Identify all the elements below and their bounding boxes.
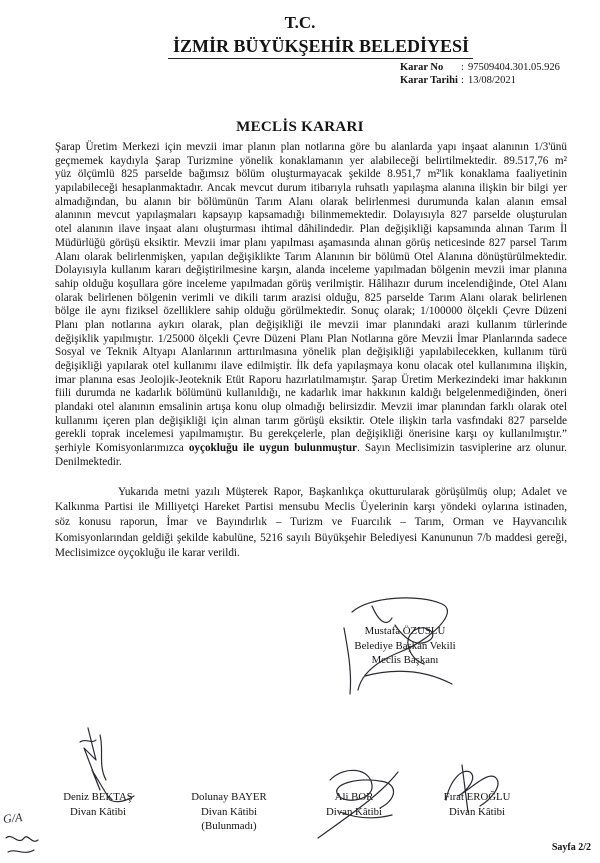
secretary-block-1: [33, 790, 163, 819]
body-line: Planı plan notlarına aykırı olarak, plan değişikliği ile mevzii imar planındaki arazi kullanım türlerinde: [55, 318, 567, 331]
closing-text-end: . Sayın Meclisimizin tasviplerine arz olunur.: [357, 442, 567, 455]
chair-name: Mustafa ÖZUSLU: [364, 625, 446, 637]
body-line: alanının mevcut yapılaşmaları kapsayıp kapsamadığı bilinmemektedir. Dolayısıyla 827 parselde oluşturulan: [55, 209, 567, 222]
body-line: Müdürlüğü görüşü eksiktir. Mevzii imar planı yapılması aşamasında alınan görüş neticesinde 827 parsel Tarım: [55, 236, 567, 249]
body-line: yüz ölçümlü 825 parselde bağımsız bölüm oluşturmayacak şekilde 8.951,7 m²'lik konaklama faaliyetinin: [55, 168, 567, 181]
body-line: imar planına esas Jeolojik-Jeoteknik Etüt Raporu hazırlatılmamıştır. Şarap Üretim Merkezindeki imar hakkının: [55, 373, 567, 386]
body-line: Sosyal ve Teknik Altyapı Alanlarının arttırılmasına yönelik plan değişikliği yapılabilecekken, kullanım türü: [55, 346, 567, 359]
body-line: Yukarıda metni yazılı Müşterek Rapor, Başkanlıkça okutturularak görüşülmüş olup; Adalet ve: [118, 486, 567, 498]
body-paragraph-1: [55, 141, 567, 470]
body-line: gerekli toprak incelemesi yapılmamıştır. Bu gerekçelerle, plan değişikliği önerisine karşı oy kullanılmıştır.”: [55, 428, 567, 441]
chair-signature-block: [330, 624, 480, 668]
decision-no-value: 97509404.301.05.926: [468, 62, 560, 73]
decision-date-value: 13/08/2021: [468, 75, 516, 86]
handwritten-initials: G/A: [2, 810, 24, 826]
handwritten-date-scribble: [6, 836, 38, 852]
secretary-name: Fırat EROĞLU: [443, 791, 511, 803]
body-line: almadığından, bu alanın bir bölümünün Tarım Alanı olarak belirlenmesi durumunda kalan alanın emsal: [55, 195, 567, 208]
decision-date-label: Karar Tarihi: [400, 75, 458, 86]
absence-note: (Bulunmadı): [201, 820, 257, 832]
page-number: Sayfa 2/2: [551, 842, 591, 853]
chair-title: Belediye Başkan Vekili: [354, 639, 456, 652]
body-line: Şarap Üretim Merkezi için mevzii imar planın plan notlarına göre bu alanlarda yapı inşaat alanının 1/3'ünü: [55, 141, 567, 153]
body-line-closing: [55, 442, 567, 456]
decision-date-separator: :: [461, 75, 464, 86]
body-line: bölge ile aynı fiziksel özelliklere sahip olduğu görülmektedir. Sonuç olarak; 1/100000 ölçekli Çevre Düzeni: [55, 305, 567, 318]
closing-text-start: şerhiyle Komisyonlarımızca: [55, 442, 189, 455]
body-line: kullanımı içeren plan değişikliği için alınan tarım görüşü eksiktir. Otele ilişkin tarla vasfındaki 827 parselde: [55, 414, 567, 427]
secretary-name: Ali BOR: [334, 791, 374, 803]
body-paragraph-2: [55, 485, 567, 561]
chair-role: Meclis Başkanı: [371, 654, 439, 666]
secretary-title: Divan Kâtibi: [200, 805, 258, 818]
body-line: plandaki otel alanının emsalinin artışa konu olup olmadığı belirsizdir. Mevzii imar planından farklı olarak otel: [55, 401, 567, 414]
decision-no-separator: :: [461, 62, 464, 73]
body-line: Komisyonlarından geldiği şekilde kabulüne, 5216 sayılı Büyükşehir Belediyesi Kanununun 7/b maddesi gereği,: [55, 531, 567, 544]
body-line: Alanı olarak belirlenmişken, yapılan değişiklikte Tarım Alanının bir bölümü Otel Alanına dönüştürülmektedir.: [55, 250, 567, 263]
secretary-block-3: [289, 790, 419, 819]
state-heading: T.C.: [284, 13, 316, 32]
secretary-title: Divan Kâtibi: [69, 805, 127, 818]
secretary-name: Deniz BEKTAŞ: [63, 791, 133, 803]
decision-date-row: [400, 74, 590, 87]
secretary-title: Divan Kâtibi: [325, 805, 383, 818]
body-line: geçmemek kaydıyla Şarap Turizmine yönelik konaklamanın yer alabileceği belirtilmektedir. 89.517,76 m²: [55, 154, 567, 167]
body-line: Meclisimizce oyçokluğu ile karar verildi.: [55, 546, 240, 559]
body-line: fiili durumda ne kadarlık bölümünü kullanıldığı, ne kadarlık imar hakkının kaldığı belgelenmediğinden, öneri: [55, 387, 567, 400]
body-line: söz konusu raporun, İmar ve Bayındırlık – Turizm ve Fuarcılık – Tarım, Orman ve Hayvancılık: [55, 516, 567, 529]
secretary-block-4: [412, 790, 542, 819]
decision-no-row: [400, 61, 590, 74]
decision-no-label: Karar No: [400, 62, 444, 73]
body-line: değişiklik yapılmıştır. 1/25000 ölçekli Çevre Düzeni Planı Plan Notlarına göre Mevzii İmar Planlarında sadece: [55, 332, 567, 345]
body-line: değişikliği yapılarak otel kullanımı ilave edilmiştir. İlk defa yapılaşmaya konu olacak otel kullanımına ilişkin,: [55, 360, 567, 372]
secretary-name: Dolunay BAYER: [191, 791, 267, 803]
body-line: olarak belirlenen bölgenin verimli ve dikili tarım arazisi olduğu, 825 parselde Tarım Alanı olarak belirlenen: [55, 291, 567, 304]
document-title: MECLİS KARARI: [236, 119, 364, 135]
secretary-block-2: [164, 790, 294, 834]
secretary-title: Divan Kâtibi: [448, 805, 506, 818]
body-line: Dolayısıyla kullanım kararı değiştirilmesine karşın, alanda inceleme yapılmadan bölgenin mevzii imar planına: [55, 264, 567, 277]
body-line: otel alanının ilave inşaat alanı oluşturması ihtimal dâhilindedir. Plan değişikliği kapsamında alınan Tarım İl: [55, 223, 567, 236]
header-divider: [168, 58, 473, 59]
institution-heading: İZMİR BÜYÜKŞEHİR BELEDİYESİ: [172, 36, 470, 56]
body-line: Kalkınma Partisi ile Milliyetçi Hareket Partisi mensubu Meclis Üyelerinin karşı yöndeki oylarına istinaden,: [55, 501, 567, 514]
body-line: sahip olduğu koşullara göre inceleme yapılmadan görüş verilmiştir. Hâlihazır durum incelendiğinde, Otel Alanı: [55, 277, 567, 290]
body-line-final: Denilmektedir.: [55, 455, 122, 468]
body-line: yapılabileceği hesaplanmaktadır. Ancak mevcut durum itibarıyla ruhsatlı yapılaşma alanına ilişkin bir bilgi yer: [55, 182, 567, 195]
closing-text-bold: oyçokluğu ile uygun bulunmuştur: [188, 442, 358, 455]
